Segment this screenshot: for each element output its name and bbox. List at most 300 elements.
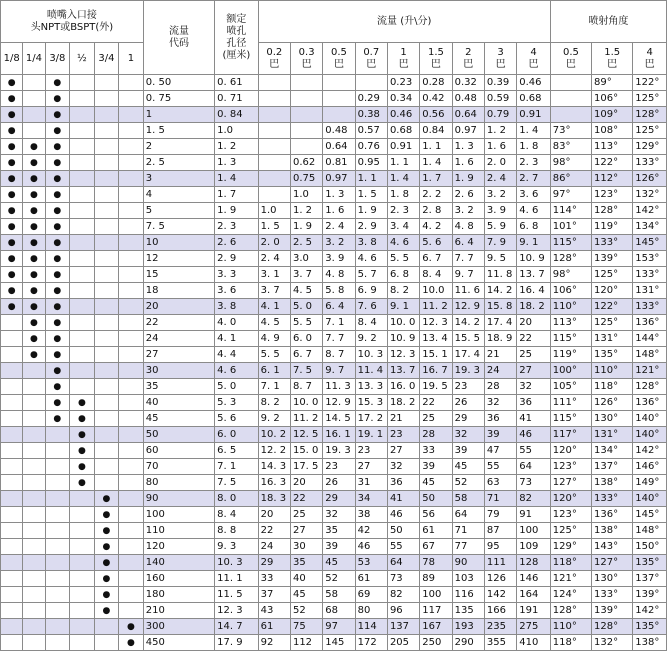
angle-cell: 148° [633,347,667,363]
flow-cell [323,91,355,107]
size-available-dot: ● [23,235,45,251]
size-empty-cell [94,347,119,363]
size-empty-cell [70,235,95,251]
flow-pressure-header-value: 0.3 [298,46,315,58]
flow-code-cell: 90 [143,491,214,507]
flow-code-cell: 180 [143,587,214,603]
flow-cell: 0.34 [387,91,419,107]
angle-cell: 122° [592,155,633,171]
flow-cell: 68 [323,603,355,619]
size-empty-cell [45,587,70,603]
size-empty-cell [119,331,144,347]
size-empty-cell [70,139,95,155]
flow-cell: 3. 4 [387,219,419,235]
size-empty-cell [119,75,144,91]
flow-cell: 290 [452,635,484,651]
size-empty-cell [70,523,95,539]
angle-cell: 130° [592,411,633,427]
size-empty-cell [94,123,119,139]
orifice-cell: 5. 0 [215,379,258,395]
size-empty-cell [119,139,144,155]
angle-cell: 140° [633,411,667,427]
flow-cell: 6. 0 [290,331,322,347]
angle-pressure-header-value: 4 [646,46,653,58]
flow-cell: 7. 7 [323,331,355,347]
angle-cell: 127° [550,475,591,491]
flow-code-cell: 160 [143,571,214,587]
flow-cell: 52 [452,475,484,491]
flow-cell: 35 [290,555,322,571]
flow-cell: 2. 2 [420,187,452,203]
size-empty-cell [23,75,45,91]
flow-cell: 2. 4 [484,171,516,187]
size-empty-cell [94,475,119,491]
orifice-cell: 4. 0 [215,315,258,331]
table-row [1,619,667,635]
flow-cell: 23 [323,459,355,475]
flow-cell: 117 [420,603,452,619]
flow-cell: 64 [517,459,551,475]
flow-code-cell: 120 [143,539,214,555]
flow-cell: 37 [258,587,290,603]
flow-cell: 34 [355,491,387,507]
angle-cell: 146° [633,459,667,475]
table-row [1,123,667,139]
size-empty-cell [119,539,144,555]
flow-cell: 75 [290,619,322,635]
flow-cell: 4. 6 [355,251,387,267]
flow-cell: 4. 5 [290,283,322,299]
flow-cell: 4. 6 [517,203,551,219]
flow-cell: 1. 9 [290,219,322,235]
size-empty-cell [45,443,70,459]
size-available-dot: ● [45,315,70,331]
size-empty-cell [1,427,23,443]
flow-cell: 167 [420,619,452,635]
flow-cell: 12. 3 [387,347,419,363]
flow-cell: 96 [387,603,419,619]
angle-cell: 122° [633,75,667,91]
size-empty-cell [119,587,144,603]
size-available-dot: ● [45,363,70,379]
size-empty-cell [70,299,95,315]
size-empty-cell [1,619,23,635]
table-row [1,379,667,395]
angle-cell: 126° [633,171,667,187]
size-empty-cell [70,267,95,283]
size-empty-cell [119,475,144,491]
angle-cell: 134° [592,443,633,459]
flow-cell: 18. 3 [258,491,290,507]
flow-cell: 6. 4 [323,299,355,315]
flow-pressure-header-unit: 巴 [528,58,539,70]
size-empty-cell [70,171,95,187]
flow-cell: 28 [484,379,516,395]
flow-cell: 36 [387,475,419,491]
flow-cell: 5. 5 [387,251,419,267]
angle-cell: 131° [592,331,633,347]
angle-cell: 133° [592,587,633,603]
flow-pressure-header-value: 0.2 [266,46,283,58]
table-row [1,251,667,267]
size-empty-cell [45,491,70,507]
flow-cell [258,155,290,171]
flow-code-cell: 80 [143,475,214,491]
angle-cell: 120° [550,491,591,507]
flow-cell: 20 [517,315,551,331]
angle-cell: 129° [550,539,591,555]
flow-code-cell: 210 [143,603,214,619]
angle-cell: 136° [633,315,667,331]
flow-cell: 355 [484,635,516,651]
flow-cell: 0.97 [452,123,484,139]
flow-cell: 1. 9 [355,203,387,219]
size-available-dot: ● [1,299,23,315]
flow-cell: 77 [452,539,484,555]
angle-pressure-header-value: 1.5 [604,46,621,58]
angle-cell: 148° [633,523,667,539]
size-empty-cell [119,155,144,171]
angle-cell: 142° [633,603,667,619]
flow-cell: 0.28 [420,75,452,91]
angle-cell: 153° [633,251,667,267]
flow-cell: 5. 5 [258,347,290,363]
table-row [1,315,667,331]
angle-cell: 89° [592,75,633,91]
table-row [1,411,667,427]
flow-cell: 6. 7 [290,347,322,363]
size-empty-cell [70,347,95,363]
angle-cell: 110° [592,363,633,379]
flow-cell: 16. 7 [420,363,452,379]
flow-cell: 4. 9 [258,331,290,347]
flow-cell: 38 [355,507,387,523]
flow-cell: 3. 1 [258,267,290,283]
angle-cell: 114° [550,203,591,219]
flow-cell: 25 [517,347,551,363]
flow-cell: 0.42 [420,91,452,107]
angle-cell: 73° [550,123,591,139]
size-empty-cell [70,331,95,347]
angle-cell: 135° [592,347,633,363]
flow-cell: 6. 1 [258,363,290,379]
orifice-cell: 9. 3 [215,539,258,555]
angle-cell: 121° [550,571,591,587]
flow-cell: 3. 2 [323,235,355,251]
size-empty-cell [1,587,23,603]
flow-cell: 0.59 [484,91,516,107]
size-header-3-8: 3/8 [45,43,70,75]
flow-cell: 12. 9 [452,299,484,315]
orifice-cell: 6. 0 [215,427,258,443]
flow-cell: 14. 3 [258,459,290,475]
flow-cell: 7. 1 [323,315,355,331]
flow-cell: 3. 7 [290,267,322,283]
flow-cell: 5. 8 [323,283,355,299]
size-available-dot: ● [119,619,144,635]
flow-code-cell: 70 [143,459,214,475]
flow-cell: 67 [420,539,452,555]
size-available-dot: ● [23,171,45,187]
size-header-1-8: 1/8 [1,43,23,75]
flow-cell: 11. 2 [420,299,452,315]
flow-cell: 18. 2 [387,395,419,411]
orifice-cell: 8. 8 [215,523,258,539]
angle-cell: 133° [633,267,667,283]
flow-cell: 1. 6 [452,155,484,171]
flow-cell: 11. 2 [290,411,322,427]
angle-cell: 136° [592,507,633,523]
flow-cell: 17. 5 [290,459,322,475]
flow-cell: 52 [290,603,322,619]
orifice-header-line1: 额定 [226,13,247,25]
flow-cell: 47 [484,443,516,459]
flow-cell: 145 [323,635,355,651]
size-empty-cell [45,619,70,635]
angle-cell: 115° [550,235,591,251]
flow-cell: 11. 3 [323,379,355,395]
flow-cell: 0.64 [452,107,484,123]
angle-group-header: 喷射角度 [550,1,666,43]
flow-cell: 0.84 [420,123,452,139]
orifice-cell: 10. 3 [215,555,258,571]
size-empty-cell [94,411,119,427]
angle-cell: 110° [550,619,591,635]
flow-cell: 3. 9 [484,203,516,219]
flow-pressure-header-value: 2 [465,46,472,58]
size-empty-cell [1,395,23,411]
connection-header-line2: 头NPT或BSPT(外) [30,21,114,33]
flow-cell [355,75,387,91]
table-row [1,187,667,203]
size-empty-cell [23,635,45,651]
flow-cell: 11. 8 [484,267,516,283]
size-empty-cell [94,379,119,395]
flow-cell: 1. 4 [420,155,452,171]
flow-cell: 55 [387,539,419,555]
flow-cell: 1. 8 [387,187,419,203]
size-empty-cell [1,363,23,379]
angle-cell: 133° [633,299,667,315]
size-empty-cell [119,603,144,619]
flow-cell: 0.97 [323,171,355,187]
flow-cell: 40 [290,571,322,587]
angle-cell: 128° [550,603,591,619]
size-available-dot: ● [1,251,23,267]
size-empty-cell [23,507,45,523]
flow-cell: 4. 1 [258,299,290,315]
flow-cell: 28 [420,427,452,443]
flow-cell: 12. 9 [323,395,355,411]
size-available-dot: ● [1,107,23,123]
flow-cell: 5. 9 [484,219,516,235]
orifice-cell: 2. 9 [215,251,258,267]
orifice-cell: 3. 3 [215,267,258,283]
flow-pressure-header-unit: 巴 [463,58,474,70]
orifice-cell: 1. 2 [215,139,258,155]
size-empty-cell [70,491,95,507]
size-empty-cell [1,379,23,395]
flow-pressure-header-7 [484,43,516,75]
size-empty-cell [70,75,95,91]
flow-code-cell: 140 [143,555,214,571]
size-empty-cell [119,187,144,203]
size-empty-cell [70,507,95,523]
flow-cell: 6. 8 [517,219,551,235]
flow-cell: 1. 1 [387,155,419,171]
angle-cell: 120° [550,443,591,459]
size-available-dot: ● [1,267,23,283]
orifice-header [215,1,258,75]
flow-code-cell: 27 [143,347,214,363]
flow-cell: 82 [387,587,419,603]
size-empty-cell [119,267,144,283]
flow-cell: 3. 6 [517,187,551,203]
angle-cell: 128° [550,251,591,267]
angle-cell: 138° [592,475,633,491]
flow-cell: 12. 2 [258,443,290,459]
angle-cell: 109° [592,107,633,123]
angle-pressure-header-1 [592,43,633,75]
size-available-dot: ● [45,299,70,315]
flow-cell: 46 [387,507,419,523]
flow-cell: 5. 7 [355,267,387,283]
table-row [1,283,667,299]
angle-cell: 86° [550,171,591,187]
flow-cell: 6. 8 [387,267,419,283]
size-empty-cell [94,107,119,123]
flow-cell: 166 [484,603,516,619]
flow-cell: 18. 2 [517,299,551,315]
flow-cell: 16. 1 [323,427,355,443]
size-empty-cell [119,251,144,267]
flow-cell: 1. 4 [387,171,419,187]
size-empty-cell [70,155,95,171]
size-empty-cell [70,587,95,603]
size-empty-cell [94,331,119,347]
flow-cell: 9. 7 [452,267,484,283]
flow-cell: 116 [452,587,484,603]
flow-cell: 16. 3 [258,475,290,491]
flow-code-cell: 18 [143,283,214,299]
size-empty-cell [23,379,45,395]
flow-pressure-header-1 [290,43,322,75]
flow-cell: 50 [420,491,452,507]
angle-cell: 139° [592,251,633,267]
flow-cell: 0.32 [452,75,484,91]
angle-cell: 137° [633,571,667,587]
table-row [1,539,667,555]
angle-pressure-header-value: 0.5 [562,46,579,58]
flow-code-cell: 35 [143,379,214,395]
size-header-1: 1 [119,43,144,75]
size-empty-cell [23,555,45,571]
flow-cell: 3. 8 [355,235,387,251]
flow-cell: 20 [258,507,290,523]
size-available-dot: ● [70,459,95,475]
size-empty-cell [70,603,95,619]
flow-cell: 71 [452,523,484,539]
flow-cell: 1. 2 [290,203,322,219]
angle-cell: 137° [592,459,633,475]
size-available-dot: ● [94,507,119,523]
angle-cell: 143° [592,539,633,555]
flow-cell [258,139,290,155]
flow-cell: 92 [258,635,290,651]
size-empty-cell [23,363,45,379]
size-empty-cell [1,539,23,555]
flow-pressure-header-5 [420,43,452,75]
size-empty-cell [45,603,70,619]
flow-cell: 45 [420,475,452,491]
flow-cell: 36 [517,395,551,411]
flow-code-cell: 1 [143,107,214,123]
flow-code-cell: 110 [143,523,214,539]
orifice-header-line3: 孔径 [226,37,247,49]
flow-cell: 46 [517,427,551,443]
flow-cell: 39 [420,459,452,475]
size-empty-cell [94,619,119,635]
flow-cell [323,107,355,123]
angle-cell: 122° [592,299,633,315]
flow-cell: 0.56 [420,107,452,123]
angle-cell: 112° [592,171,633,187]
flow-cell: 6. 9 [355,283,387,299]
size-empty-cell [45,427,70,443]
size-empty-cell [45,459,70,475]
orifice-cell: 4. 6 [215,363,258,379]
flow-cell: 0.39 [484,75,516,91]
flow-cell: 9. 7 [323,363,355,379]
size-empty-cell [94,267,119,283]
flow-cell: 79 [484,507,516,523]
angle-cell: 133° [592,235,633,251]
size-empty-cell [1,475,23,491]
flow-code-cell: 22 [143,315,214,331]
flow-cell: 1.0 [290,187,322,203]
flow-code-cell: 5 [143,203,214,219]
size-empty-cell [70,635,95,651]
flow-cell: 33 [258,571,290,587]
size-empty-cell [70,315,95,331]
flow-cell: 9. 2 [258,411,290,427]
size-empty-cell [119,571,144,587]
flow-cell: 8. 7 [290,379,322,395]
table-row [1,603,667,619]
table-row [1,267,667,283]
flow-cell: 13. 7 [517,267,551,283]
flow-cell: 8. 2 [387,283,419,299]
size-empty-cell [70,539,95,555]
flow-code-cell: 3 [143,171,214,187]
size-available-dot: ● [1,171,23,187]
angle-cell: 132° [592,635,633,651]
flow-cell: 10. 9 [517,251,551,267]
table-row [1,299,667,315]
flow-cell: 32 [484,395,516,411]
flow-cell: 45 [323,555,355,571]
flow-cell: 11. 6 [452,283,484,299]
flow-pressure-header-value: 0.7 [363,46,380,58]
angle-cell: 97° [550,187,591,203]
flow-cell: 1. 2 [484,123,516,139]
table-row [1,443,667,459]
flow-cell: 35 [323,523,355,539]
flow-cell: 109 [517,539,551,555]
size-empty-cell [23,395,45,411]
flow-cell: 27 [290,523,322,539]
size-empty-cell [45,635,70,651]
